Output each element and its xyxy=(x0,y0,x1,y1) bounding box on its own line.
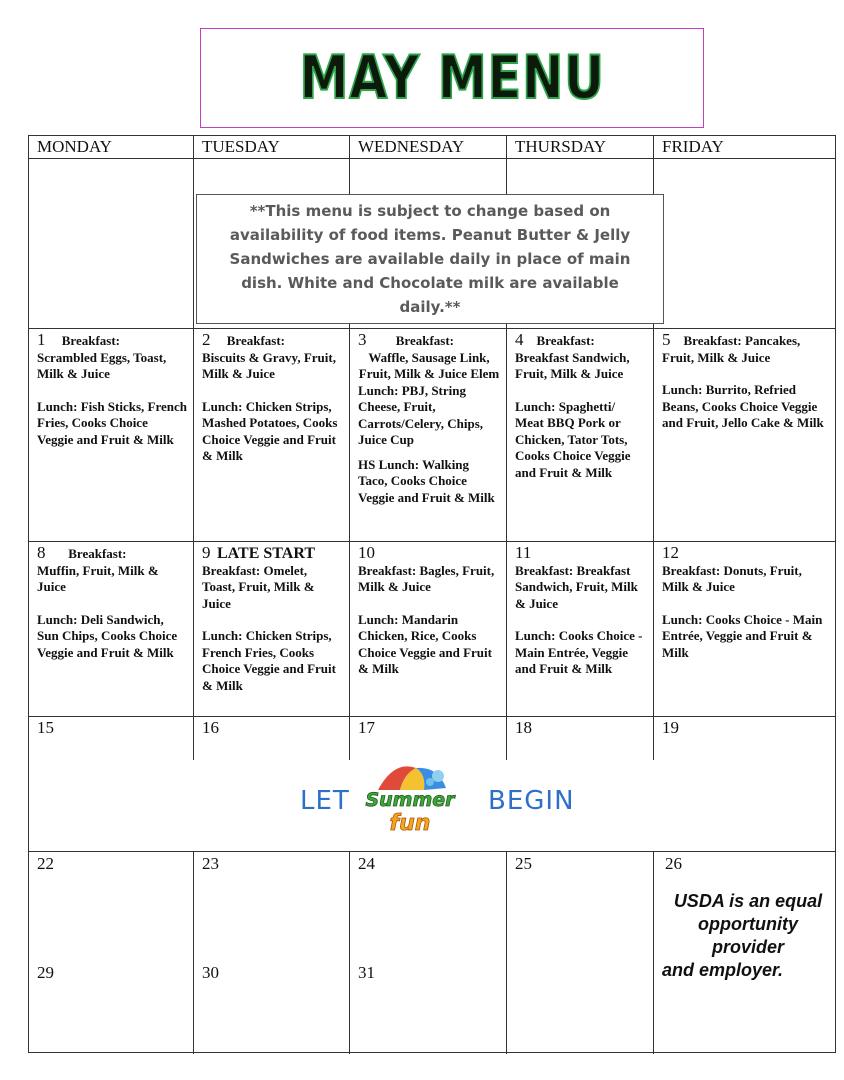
day-num-31: 31 xyxy=(358,963,375,982)
header-wednesday: WEDNESDAY xyxy=(358,137,465,156)
day-num-30: 30 xyxy=(202,963,219,982)
summer-fun-logo xyxy=(364,760,456,838)
day-cell-4: 4 Breakfast: Breakfast Sandwich, Fruit, Milk & Juice Lunch: Spaghetti/ Meat BBQ Pork or Chicken, Tator Tots, Cooks Choice Veggie and Fruit & Milk xyxy=(515,330,631,480)
day-cell-12: 12 Breakfast: Donuts, Fruit, Milk & Juice Lunch: Cooks Choice - Main Entrée, Veggie and Fruit & Milk xyxy=(662,543,823,660)
day-num-26: 26 xyxy=(665,854,682,873)
banner-let-text: LET xyxy=(300,786,350,816)
day-num-24: 24 xyxy=(358,854,375,873)
header-friday: FRIDAY xyxy=(662,137,724,156)
day-cell-2: 2 Breakfast: Biscuits & Gravy, Fruit, Milk & Juice Lunch: Chicken Strips, Mashed Potatoes, Cooks Choice Veggie and Fruit & Milk xyxy=(202,330,338,463)
header-thursday: THURSDAY xyxy=(515,137,607,156)
day-num-16: 16 xyxy=(202,718,219,737)
day-cell-1: 1 Breakfast: Scrambled Eggs, Toast, Milk & Juice Lunch: Fish Sticks, French Fries, Cooks Choice Veggie and Fruit & Milk xyxy=(37,330,188,447)
day-cell-11: 11 Breakfast: Breakfast Sandwich, Fruit, Milk & Juice Lunch: Cooks Choice - Main Entrée, Veggie and Fruit & Milk xyxy=(515,543,643,676)
header-monday: MONDAY xyxy=(37,137,112,156)
banner-begin-text: BEGIN xyxy=(488,786,575,816)
day-num-18: 18 xyxy=(515,718,532,737)
day-num-29: 29 xyxy=(37,963,54,982)
header-tuesday: TUESDAY xyxy=(202,137,280,156)
day-cell-10: 10 Breakfast: Bagles, Fruit, Milk & Juice Lunch: Mandarin Chicken, Rice, Cooks Choice Veggie and Fruit & Milk xyxy=(358,543,495,676)
logo-summer-text: Summer xyxy=(365,789,455,811)
day-cell-3: 3 Breakfast: Waffle, Sausage Link, Fruit, Milk & Juice Elem Lunch: PBJ, String Cheese, Fruit, Carrots/Celery, Chips, Juice Cup HS Lunch: Walking Taco, Cooks Choice Veggie and Fruit & Milk xyxy=(358,330,500,505)
day-num-15: 15 xyxy=(37,718,54,737)
logo-fun-text: fun xyxy=(389,811,431,836)
day-num-19: 19 xyxy=(662,718,679,737)
usda-statement: USDA is an equal opportunity provider and employer. xyxy=(662,891,823,980)
day-cell-9: 9 LATE START Breakfast: Omelet, Toast, Fruit, Milk & Juice Lunch: Chicken Strips, French Fries, Cooks Choice Veggie and Fruit & Milk xyxy=(202,543,336,693)
page-title: MAY MENU xyxy=(299,43,605,113)
day-num-25: 25 xyxy=(515,854,532,873)
menu-notice-text: **This menu is subject to change based on availability of food items. Peanut Butter & Jelly Sandwiches are available daily in place of main dish. White and Chocolate milk are available daily.** xyxy=(229,202,631,316)
menu-notice-box xyxy=(196,194,664,324)
day-cell-8: 8 Breakfast: Muffin, Fruit, Milk & Juice Lunch: Deli Sandwich, Sun Chips, Cooks Choice Veggie and Fruit & Milk xyxy=(37,543,178,660)
day-num-17: 17 xyxy=(358,718,375,737)
day-cell-5: 5 Breakfast: Pancakes, Fruit, Milk & Juice Lunch: Burrito, Refried Beans, Cooks Choice Veggie and Fruit, Jello Cake & Milk xyxy=(662,330,824,430)
title-box xyxy=(200,28,704,128)
day-num-22: 22 xyxy=(37,854,54,873)
day-num-23: 23 xyxy=(202,854,219,873)
